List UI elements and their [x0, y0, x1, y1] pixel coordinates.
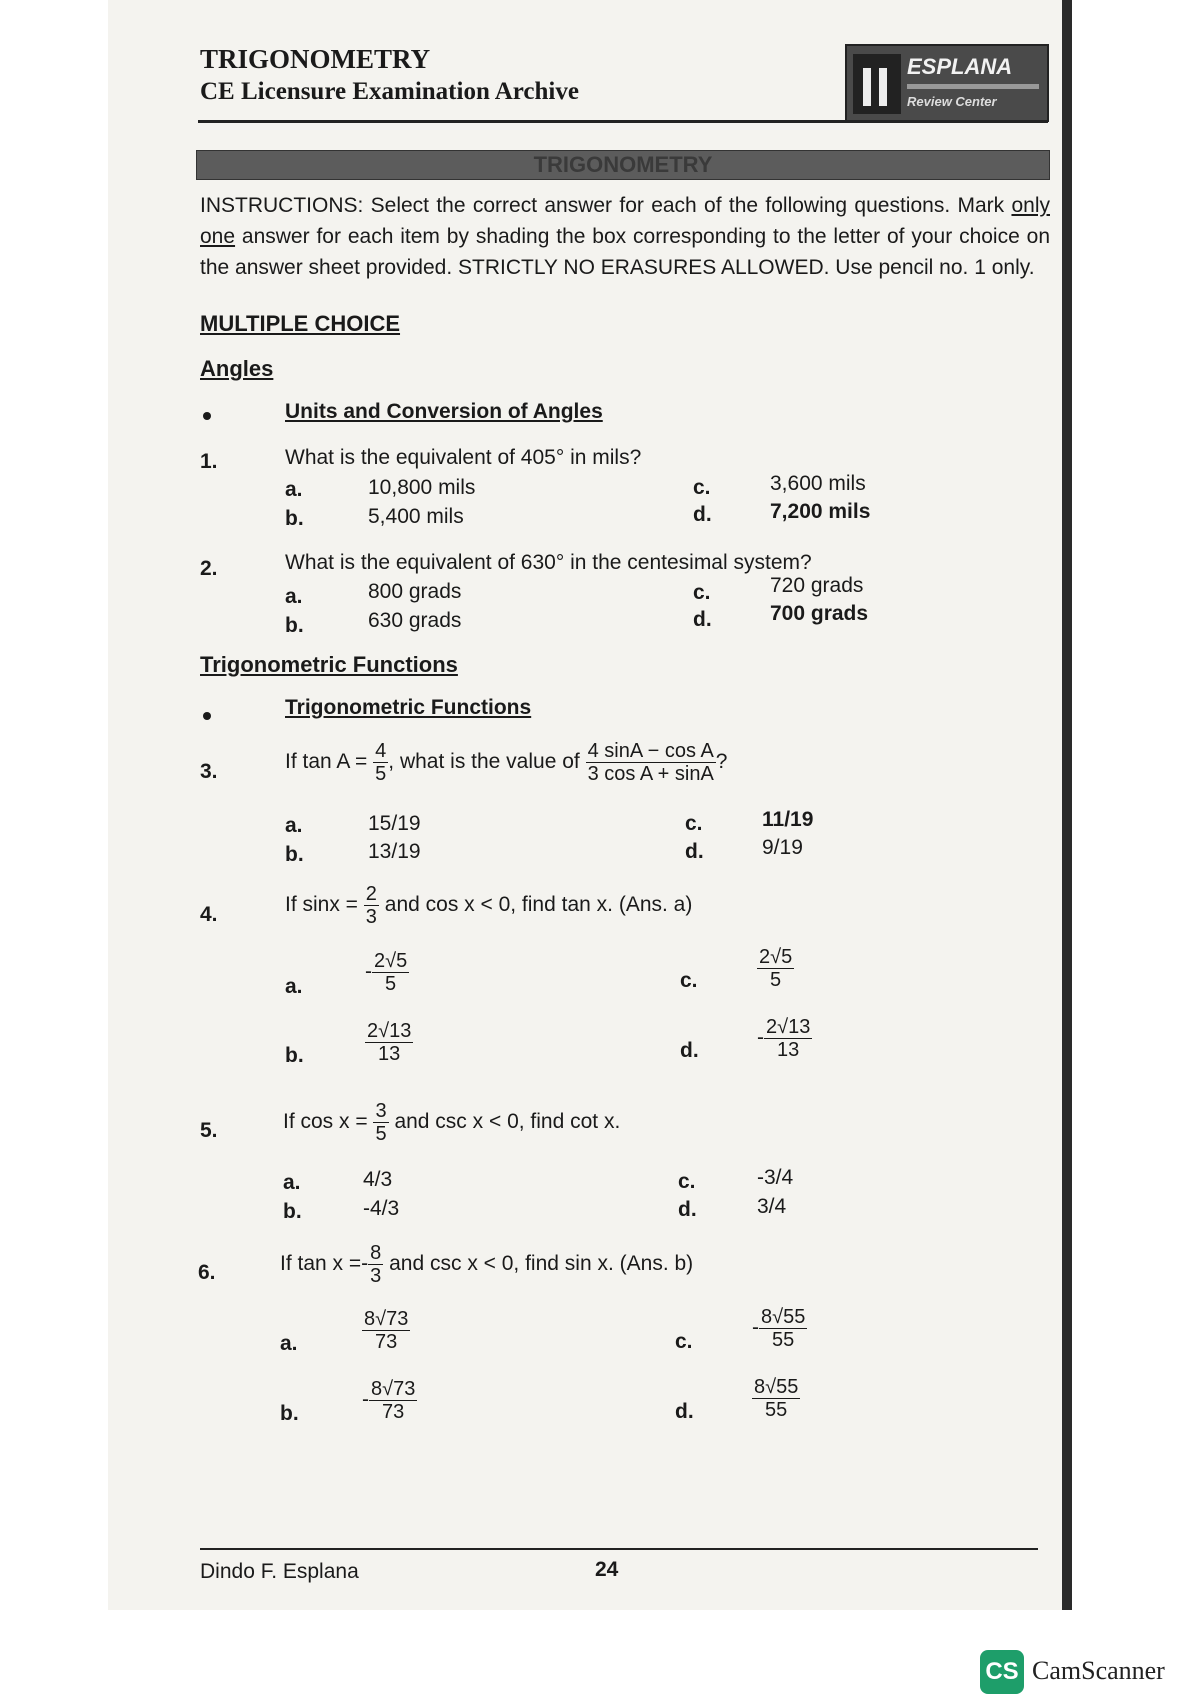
option-a: 4/3	[363, 1168, 393, 1191]
q5-lead: If cos x =	[283, 1110, 368, 1134]
option-c: 720 grads	[770, 574, 864, 597]
option-a: 800 grads	[368, 580, 462, 603]
instructions-rest: answer for each item by shading the box corresponding to the letter of your choice on the answer sheet provided. STRICTLY NO ERASURES ALLOWED. Use pencil no. 1 only.	[200, 225, 1050, 279]
fraction	[757, 946, 794, 991]
fraction	[368, 1242, 383, 1287]
logo-name: ESPLANA	[907, 54, 1013, 79]
option-letter: a.	[285, 478, 303, 501]
numerator: 4	[375, 740, 387, 762]
page-edge-shadow	[1062, 0, 1072, 1610]
option-d: 7,200 mils	[770, 500, 871, 523]
question-text: What is the equivalent of 630° in the centesimal system?	[285, 551, 812, 574]
option-d	[757, 1016, 812, 1061]
option-a: 10,800 mils	[368, 476, 476, 499]
denominator: 3	[370, 1265, 382, 1287]
fraction	[764, 1016, 812, 1061]
question-number: 4.	[200, 903, 218, 926]
option-letter: b.	[285, 843, 304, 866]
question-text	[283, 1100, 620, 1145]
q6-lead: If tan x =	[280, 1252, 362, 1276]
denominator: 55	[765, 1399, 788, 1421]
fraction	[373, 740, 388, 785]
denominator: 5	[375, 1123, 387, 1145]
option-letter: c.	[693, 581, 711, 604]
option-a	[362, 1308, 410, 1353]
header-subject: TRIGONOMETRY	[200, 44, 431, 74]
camscanner-icon: CS	[980, 1650, 1024, 1694]
question-text	[285, 883, 692, 928]
option-letter: d.	[685, 840, 704, 863]
option-letter: d.	[678, 1198, 697, 1221]
option-letter: b.	[285, 614, 304, 637]
denominator: 5	[385, 973, 397, 995]
option-letter: a.	[285, 814, 303, 837]
topic-angles: Angles	[200, 356, 274, 381]
fraction	[369, 1378, 417, 1423]
header-archive: CE Licensure Examination Archive	[200, 78, 579, 105]
question-text	[280, 1242, 693, 1287]
option-letter: d.	[693, 503, 712, 526]
question-number: 3.	[200, 760, 218, 783]
sign: -	[365, 960, 372, 984]
numerator: 2	[365, 883, 377, 905]
numerator: 2√13	[367, 1020, 412, 1042]
option-letter: a.	[280, 1332, 298, 1355]
bullet	[203, 412, 211, 420]
fraction	[759, 1306, 807, 1351]
option-c: 3,600 mils	[770, 472, 866, 495]
denominator: 73	[382, 1401, 405, 1423]
q3-lead: If tan A =	[285, 750, 368, 774]
numerator: 8√55	[761, 1306, 806, 1328]
footer-rule	[200, 1548, 1038, 1550]
numerator: 2√13	[766, 1016, 811, 1038]
bullet	[203, 712, 211, 720]
option-letter: c.	[685, 812, 703, 835]
option-b: 630 grads	[368, 609, 462, 632]
option-b: 5,400 mils	[368, 505, 464, 528]
denominator: 3	[365, 906, 377, 928]
option-letter: b.	[283, 1200, 302, 1223]
footer-author: Dindo F. Esplana	[200, 1560, 359, 1583]
numerator: 2√5	[759, 946, 793, 968]
option-letter: d.	[675, 1400, 694, 1423]
header-rule	[198, 120, 1048, 123]
option-a: 15/19	[368, 812, 421, 835]
option-letter: b.	[280, 1402, 299, 1425]
question-text: What is the equivalent of 405° in mils?	[285, 446, 642, 469]
question-text	[285, 740, 727, 785]
numerator: 2√5	[374, 950, 408, 972]
fraction	[586, 740, 716, 785]
subtopic-trig-functions: Trigonometric Functions	[285, 696, 532, 719]
sign: -	[362, 1388, 369, 1412]
sign: -	[752, 1316, 759, 1340]
option-letter: c.	[678, 1170, 696, 1193]
q6-rest: and csc x < 0, find sin x. (Ans. b)	[389, 1252, 694, 1276]
instructions	[200, 190, 1050, 283]
logo-subtitle: Review Center	[907, 94, 997, 109]
option-letter: c.	[680, 969, 698, 992]
denominator: 73	[375, 1331, 398, 1353]
option-d: 700 grads	[770, 602, 869, 625]
option-letter: c.	[693, 476, 711, 499]
option-b: 13/19	[368, 840, 421, 863]
question-number: 6.	[198, 1261, 216, 1284]
question-number: 1.	[200, 450, 218, 473]
q4-rest: and cos x < 0, find tan x. (Ans. a)	[384, 893, 693, 917]
q3-end: ?	[715, 750, 728, 774]
page-number: 24	[595, 1558, 619, 1581]
option-b	[365, 1020, 413, 1065]
logo-divider	[907, 84, 1039, 89]
denominator: 5	[375, 763, 387, 785]
question-number: 5.	[200, 1119, 218, 1142]
logo-mark-icon	[853, 54, 901, 114]
numerator: 8	[370, 1242, 382, 1264]
numerator: 8√73	[371, 1378, 416, 1400]
fraction	[362, 1308, 410, 1353]
option-c	[757, 946, 794, 991]
denominator: 13	[777, 1039, 800, 1061]
denominator: 13	[378, 1043, 401, 1065]
denominator: 3 cos A + sinA	[587, 763, 714, 785]
option-a	[365, 950, 409, 995]
instructions-emphasis: only one	[200, 194, 1050, 248]
fraction	[364, 883, 379, 928]
option-c: -3/4	[757, 1166, 794, 1189]
option-letter: a.	[285, 975, 303, 998]
section-banner	[196, 150, 1050, 180]
option-c	[752, 1306, 807, 1351]
topic-trig-functions: Trigonometric Functions	[200, 652, 458, 677]
option-d: 9/19	[762, 836, 803, 859]
option-b	[362, 1378, 417, 1423]
option-letter: d.	[680, 1039, 699, 1062]
numerator: 8√55	[754, 1376, 799, 1398]
question-number: 2.	[200, 557, 218, 580]
q3-middle: , what is the value of	[388, 750, 580, 774]
banner-title: TRIGONOMETRY	[533, 152, 713, 177]
denominator: 5	[770, 969, 782, 991]
camscanner-watermark: CamScanner	[1032, 1656, 1165, 1685]
option-letter: a.	[283, 1171, 301, 1194]
option-letter: d.	[693, 608, 712, 631]
numerator: 8√73	[364, 1308, 409, 1330]
q5-rest: and csc x < 0, find cot x.	[394, 1110, 621, 1134]
fraction	[752, 1376, 800, 1421]
option-letter: b.	[285, 1044, 304, 1067]
option-d	[752, 1376, 800, 1421]
fraction	[365, 1020, 413, 1065]
fraction	[373, 1100, 388, 1145]
option-c: 11/19	[762, 808, 814, 831]
sign: -	[757, 1026, 764, 1050]
option-b: -4/3	[363, 1197, 400, 1220]
subtopic-units: Units and Conversion of Angles	[285, 400, 603, 423]
q4-lead: If sinx =	[285, 893, 358, 917]
instructions-lead: INSTRUCTIONS: Select the correct answer for each of the following questions. Mark	[200, 194, 1012, 217]
denominator: 55	[772, 1329, 795, 1351]
option-d: 3/4	[757, 1195, 787, 1218]
option-letter: c.	[675, 1330, 693, 1353]
option-letter: b.	[285, 507, 304, 530]
sign: -	[361, 1252, 369, 1276]
fraction	[372, 950, 409, 995]
section-heading: MULTIPLE CHOICE	[200, 311, 401, 336]
numerator: 3	[375, 1100, 387, 1122]
numerator: 4 sinA − cos A	[587, 740, 714, 762]
esplana-logo	[845, 44, 1049, 122]
option-letter: a.	[285, 585, 303, 608]
